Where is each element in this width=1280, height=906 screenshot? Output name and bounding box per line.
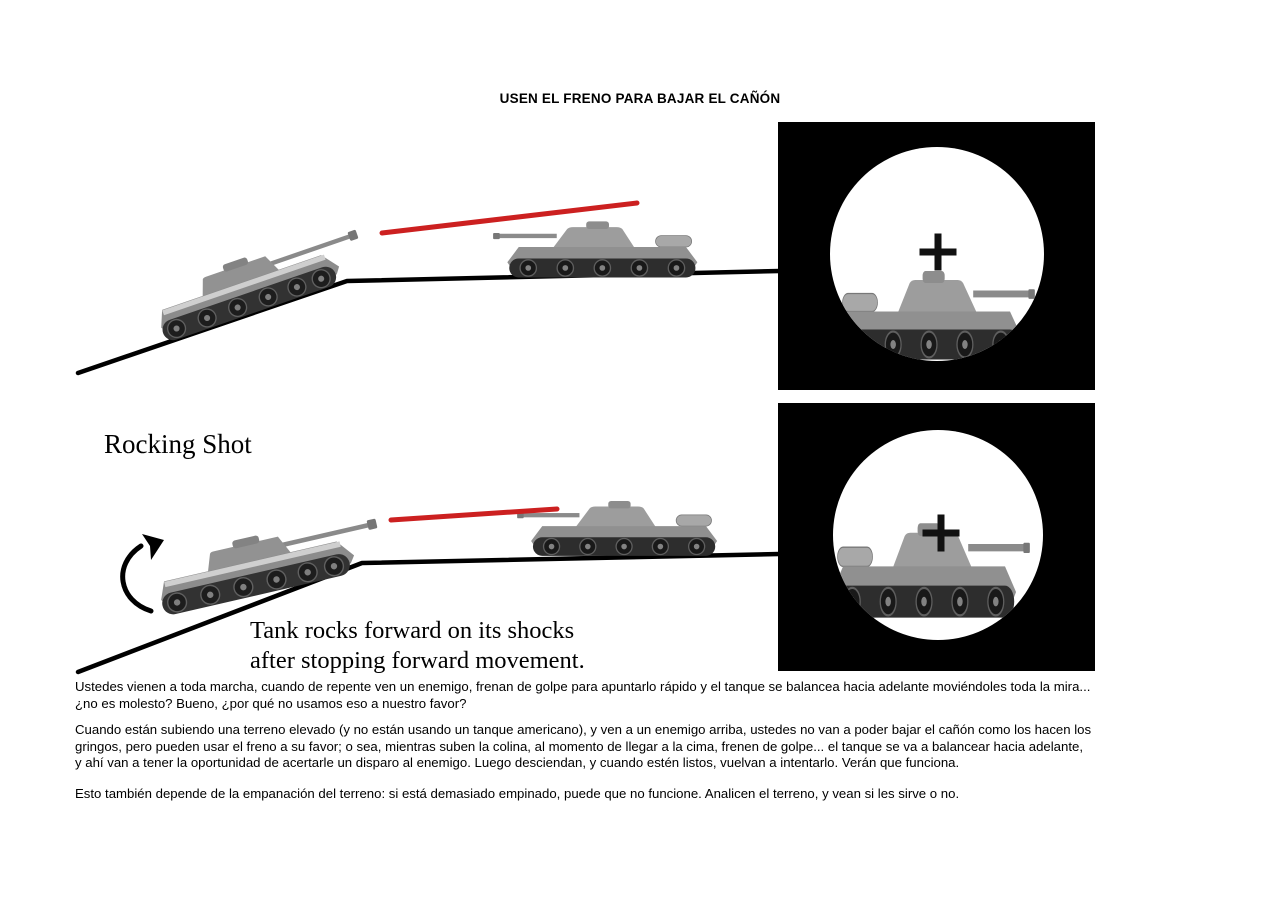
tiger-tank-climbing [148, 220, 370, 343]
paragraph-line: Ustedes vienen a toda marcha, cuando de repente ven un enemigo, frenan de golpe para apuntarlo rápido y el tanque se balancea hacia adelante moviéndoles toda la mira... [75, 679, 1091, 694]
rocking-motion-arrow-icon [123, 546, 151, 611]
paragraph-technique [75, 722, 1235, 772]
rocking-shot-label: Rocking Shot [104, 429, 252, 459]
scope-view-bottom [778, 403, 1095, 671]
paragraph-intro [75, 679, 1235, 712]
tank-rocks-caption [250, 616, 585, 676]
paragraph-line: gringos, pero pueden usar el freno a su favor; o sea, mientras suben la colina, al momento de llegar a la cima, frenen de golpe... el tanque se va a balancear hacia adelante, [75, 738, 1084, 754]
scope-view-top [778, 122, 1095, 390]
paragraph-line: Esto también depende de la empanación del terreno: si está demasiado empinado, puede que no funcione. Analicen el terreno, y vean si les sirve o no. [75, 786, 960, 801]
page-title: USEN EL FRENO PARA BAJAR EL CAÑÓN [499, 91, 781, 106]
enemy-t34-tank-top [493, 221, 697, 277]
paragraph-line: ¿no es molesto? Bueno, ¿por qué no usamos eso a nuestro favor? [75, 695, 467, 711]
paragraph-terrain-note [75, 786, 1235, 803]
diagram-top [78, 122, 1095, 390]
paragraph-line: y ahí van a tener la oportunidad de acertarle un disparo al enemigo. Luego desciendan, y cuando estén listos, vuelvan a intentarlo. Verán que funciona. [75, 755, 960, 770]
paragraph-line: Cuando están subiendo una terreno elevado (y no están usando un tanque americano), y ven a un enemigo arriba, ustedes no van a poder bajar el cañón como los hacen los [75, 722, 1092, 737]
caption-line: after stopping forward movement. [250, 647, 585, 674]
rocking-arrowhead-icon [142, 534, 164, 560]
caption-line: Tank rocks forward on its shocks [250, 617, 575, 644]
